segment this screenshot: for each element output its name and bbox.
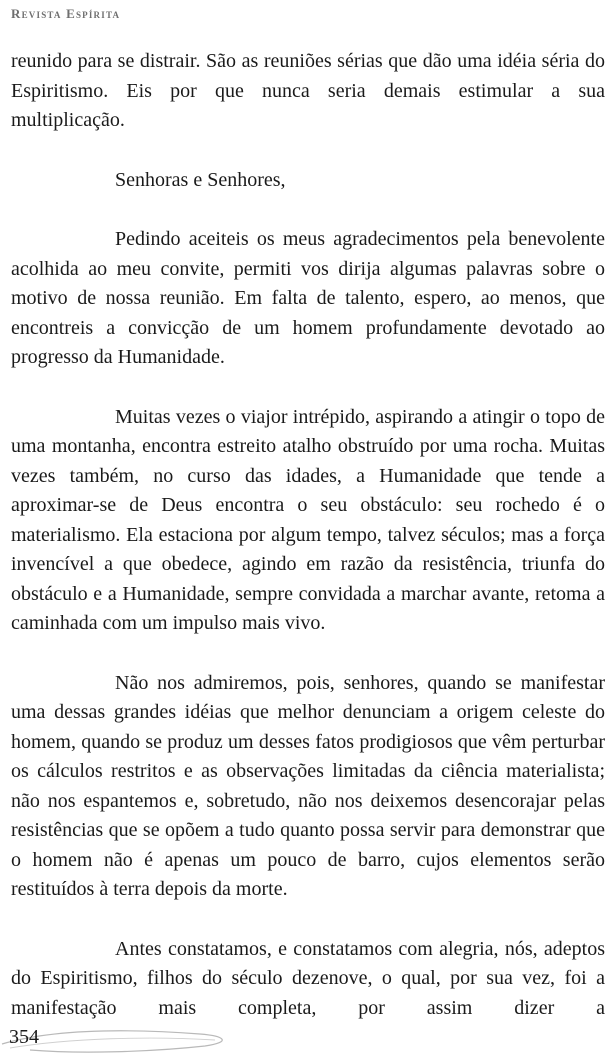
body-text [11, 47, 605, 1023]
paragraph-closing: Antes constatamos, e constatamos com alegria, nós, adeptos do Espiritismo, filhos do século dezenove, o qual, por sua vez, foi a manifestação mais completa, por assim dizer a [11, 937, 605, 1019]
paragraph-traveler: Muitas vezes o viajor intrépido, aspirando a atingir o topo de uma montanha, encontra estreito atalho obstruído por uma rocha. Muitas vezes também, no curso das idades, a Humanidade que tende a aproximar-se de Deus encontra o seu obstáculo: seu rochedo é o materialismo. Ela estaciona por algum tempo, talvez séculos; mas a força invencível a que obedece, agindo em razão da resistência, triunfa do obstáculo e a Humanidade, sempre convidada a marchar avante, retoma a caminhada com um impulso mais vivo. [11, 405, 605, 634]
page-number: 354 [9, 1026, 39, 1048]
paragraph-continuation: reunido para se distrair. São as reuniões sérias que dão uma idéia séria do Espiritismo. Eis por que nunca seria demais estimular a sua multiplicação. [11, 50, 605, 131]
running-head: Revista Espírita [11, 6, 121, 21]
paragraph-acknowledgement: Pedindo aceiteis os meus agradecimentos pela benevolente acolhida ao meu convite, permiti vos dirija algumas palavras sobre o motivo de nossa reunião. Em falta de talento, espero, ao menos, que encontreis a convicção de um homem profundamente devotado ao progresso da Humanidade. [11, 228, 605, 368]
paragraph-ideas: Não nos admiremos, pois, senhores, quando se manifestar uma dessas grandes idéias que melhor denunciam a origem celeste do homem, quando se produz um desses fatos prodigiosos que vêm perturbar os cálculos restritos e as observações limitadas da ciência materialista; não nos espantemos e, sobretudo, não nos deixemos desencorajar pelas resistências que se opõem a tudo quanto possa servir para demonstrar que o homem não é apenas um pouco de barro, cujos elementos serão restituídos à terra depois da morte. [11, 671, 605, 900]
paragraph-salutation: Senhoras e Senhores, [115, 168, 286, 191]
folio-ornament [0, 1024, 260, 1058]
